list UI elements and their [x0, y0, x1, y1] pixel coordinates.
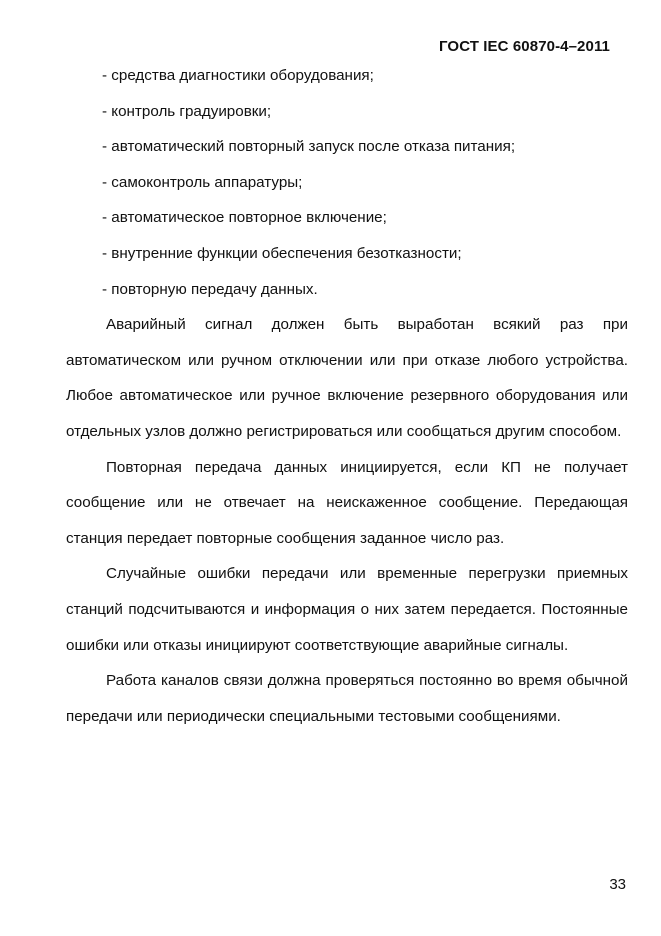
paragraph-transmission-errors: Случайные ошибки передачи или временные перегрузки приемных станций подсчитываются и информация о них затем передается. Постоянные ошибки или отказы инициируют соответствующие аварийные сигналы.: [66, 565, 628, 654]
page-number: 33: [609, 876, 626, 893]
list-item: - средства диагностики оборудования;: [102, 67, 374, 84]
paragraph-alarm-signal: Аварийный сигнал должен быть выработан всякий раз при автоматическом или ручном отключении или при отказе любого устройства. Любое автоматическое или ручное включение резервного оборудования или отдельных узлов должно регистрироваться или сообщаться другим способом.: [66, 316, 628, 440]
document-code-header: ГОСТ IEC 60870-4–2011: [439, 38, 610, 55]
page-body: [66, 58, 628, 734]
list-item: - автоматическое повторное включение;: [102, 209, 387, 227]
list-item: - внутренние функции обеспечения безотказности;: [102, 244, 462, 262]
list-item: - контроль градуировки;: [102, 102, 272, 120]
list-item: - автоматический повторный запуск после отказа питания;: [102, 138, 516, 156]
paragraph-retransmission: Повторная передача данных инициируется, если КП не получает сообщение или не отвечает на неискаженное сообщение. Передающая станция передает повторные сообщения заданное число раз.: [66, 458, 628, 547]
paragraph-channel-check: Работа каналов связи должна проверяться постоянно во время обычной передачи или периодически специальными тестовыми сообщениями.: [66, 672, 628, 725]
list-item: - повторную передачу данных.: [102, 280, 318, 298]
list-item: - самоконтроль аппаратуры;: [102, 173, 303, 191]
